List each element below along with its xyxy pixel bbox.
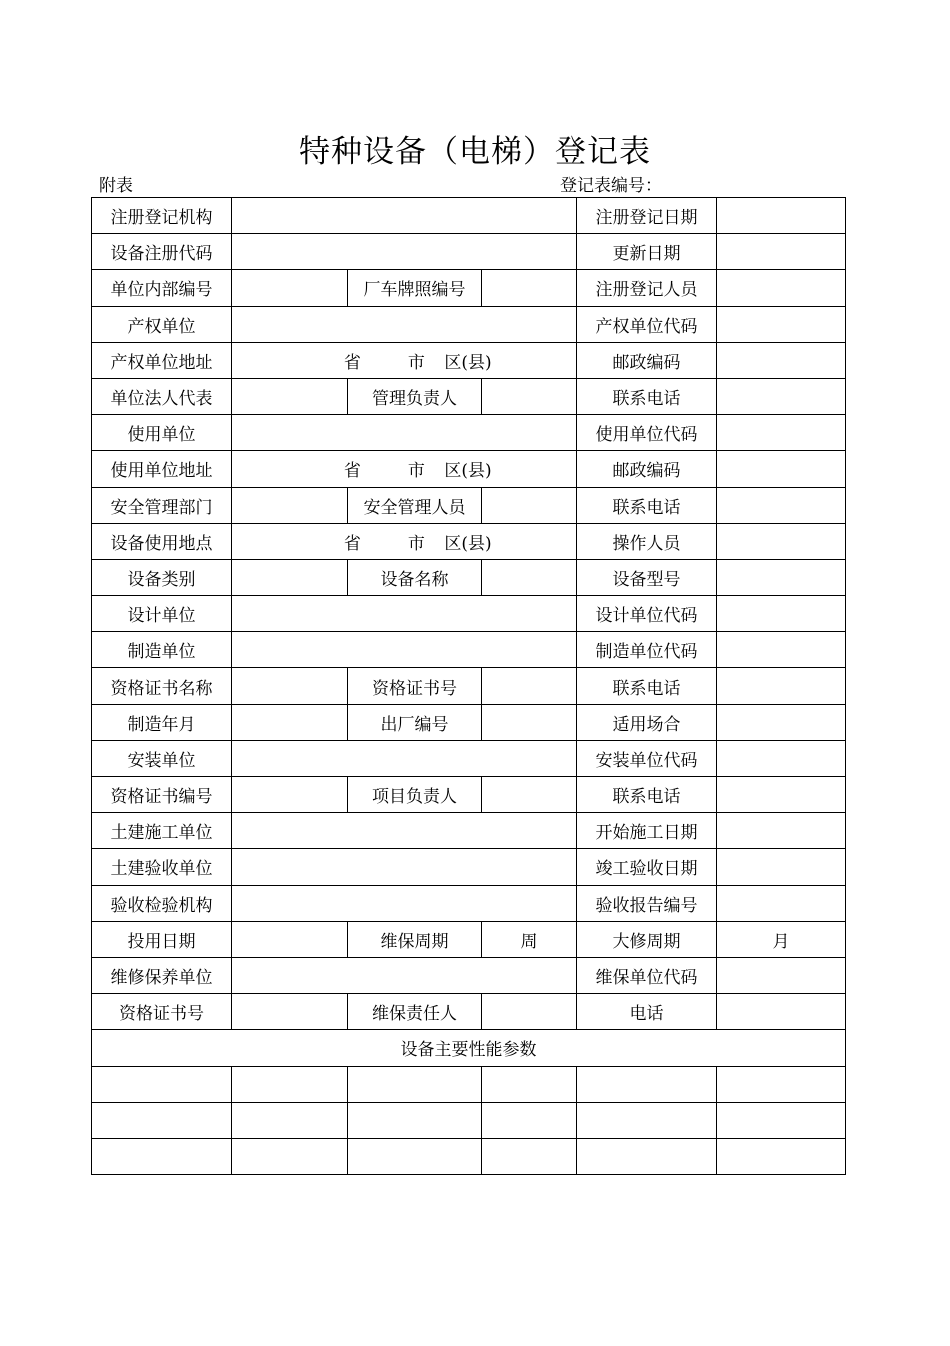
- label-phone: 联系电话: [577, 668, 717, 704]
- param-cell[interactable]: [577, 1138, 717, 1174]
- param-cell[interactable]: [348, 1066, 482, 1102]
- label-cert-no: 资格证书号: [92, 994, 232, 1030]
- label-postcode: 邮政编码: [577, 342, 717, 378]
- table-row: [92, 1030, 846, 1066]
- field-user-postcode[interactable]: [717, 451, 846, 487]
- label-finish-date: 竣工验收日期: [577, 849, 717, 885]
- table-row: [92, 523, 846, 559]
- field-project-head[interactable]: [482, 777, 577, 813]
- field-maint-person[interactable]: [482, 994, 577, 1030]
- registration-form-table: [91, 197, 846, 1175]
- field-category[interactable]: [232, 559, 348, 595]
- label-maint-cycle: 维保周期: [348, 921, 482, 957]
- label-overhaul-cycle: 大修周期: [577, 921, 717, 957]
- label-phone: 联系电话: [577, 378, 717, 414]
- label-install-code: 安装单位代码: [577, 740, 717, 776]
- province-label: 省: [343, 461, 361, 482]
- field-model[interactable]: [717, 559, 846, 595]
- param-cell[interactable]: [482, 1066, 577, 1102]
- city-label: 市: [407, 461, 425, 482]
- field-cert-no[interactable]: [482, 668, 577, 704]
- district-label: 区(县): [444, 352, 492, 373]
- label-model: 设备型号: [577, 559, 717, 595]
- table-row: [92, 596, 846, 632]
- label-postcode: 邮政编码: [577, 451, 717, 487]
- label-legal-rep: 单位法人代表: [92, 378, 232, 414]
- table-row: [92, 487, 846, 523]
- field-reg-org[interactable]: [232, 198, 577, 234]
- field-design-code[interactable]: [717, 596, 846, 632]
- field-safety-dept[interactable]: [232, 487, 348, 523]
- field-use-date[interactable]: [232, 921, 348, 957]
- label-use-date: 投用日期: [92, 921, 232, 957]
- label-reg-date: 注册登记日期: [577, 198, 717, 234]
- table-row: [92, 1102, 846, 1138]
- table-row: [92, 849, 846, 885]
- district-label: 区(县): [444, 533, 492, 554]
- label-owner-addr: 产权单位地址: [92, 342, 232, 378]
- district-label: 区(县): [444, 461, 492, 482]
- label-cert-no: 资格证书号: [348, 668, 482, 704]
- field-mfr-date[interactable]: [232, 704, 348, 740]
- param-cell[interactable]: [577, 1102, 717, 1138]
- param-cell[interactable]: [717, 1102, 846, 1138]
- table-row: [92, 777, 846, 813]
- label-factory-no: 出厂编号: [348, 704, 482, 740]
- field-owner-addr[interactable]: [232, 342, 577, 378]
- label-inspect-org: 验收检验机构: [92, 885, 232, 921]
- field-finish-date[interactable]: [717, 849, 846, 885]
- param-cell[interactable]: [92, 1066, 232, 1102]
- param-cell[interactable]: [232, 1138, 348, 1174]
- label-mfr-code: 制造单位代码: [577, 632, 717, 668]
- table-row: [92, 342, 846, 378]
- registration-number-label: 登记表编号：: [560, 176, 662, 196]
- label-internal-no: 单位内部编号: [92, 270, 232, 306]
- table-row: [92, 1138, 846, 1174]
- label-operator: 操作人员: [577, 523, 717, 559]
- field-report-no[interactable]: [717, 885, 846, 921]
- field-user-code[interactable]: [717, 415, 846, 451]
- field-cert-serial[interactable]: [232, 777, 348, 813]
- field-mgmt-head[interactable]: [482, 378, 577, 414]
- table-row: [92, 378, 846, 414]
- field-legal-rep[interactable]: [232, 378, 348, 414]
- param-cell[interactable]: [232, 1102, 348, 1138]
- field-inspect-org[interactable]: [232, 885, 577, 921]
- table-row: [92, 198, 846, 234]
- label-user-addr: 使用单位地址: [92, 451, 232, 487]
- field-internal-no[interactable]: [232, 270, 348, 306]
- field-mfr-phone[interactable]: [717, 668, 846, 704]
- field-install-phone[interactable]: [717, 777, 846, 813]
- param-cell[interactable]: [482, 1102, 577, 1138]
- label-start-date: 开始施工日期: [577, 813, 717, 849]
- label-design-unit: 设计单位: [92, 596, 232, 632]
- field-cert-name[interactable]: [232, 668, 348, 704]
- param-cell[interactable]: [92, 1102, 232, 1138]
- city-label: 市: [407, 352, 425, 373]
- label-tel: 电话: [577, 994, 717, 1030]
- label-phone: 联系电话: [577, 777, 717, 813]
- table-row: [92, 921, 846, 957]
- label-user-code: 使用单位代码: [577, 415, 717, 451]
- label-project-head: 项目负责人: [348, 777, 482, 813]
- field-registrar[interactable]: [717, 270, 846, 306]
- param-cell[interactable]: [232, 1066, 348, 1102]
- table-row: [92, 813, 846, 849]
- table-row: [92, 415, 846, 451]
- label-repair-unit: 维修保养单位: [92, 957, 232, 993]
- label-maint-person: 维保责任人: [348, 994, 482, 1030]
- table-row: [92, 632, 846, 668]
- label-safety-staff: 安全管理人员: [348, 487, 482, 523]
- label-update-date: 更新日期: [577, 234, 717, 270]
- field-operator[interactable]: [717, 523, 846, 559]
- table-row: [92, 885, 846, 921]
- label-mfr-unit: 制造单位: [92, 632, 232, 668]
- table-row: [92, 704, 846, 740]
- label-location: 设备使用地点: [92, 523, 232, 559]
- form-title: 特种设备（电梯）登记表: [299, 134, 651, 170]
- field-civil-unit[interactable]: [232, 813, 577, 849]
- label-report-no: 验收报告编号: [577, 885, 717, 921]
- label-registrar: 注册登记人员: [577, 270, 717, 306]
- field-safety-phone[interactable]: [717, 487, 846, 523]
- field-civil-accept[interactable]: [232, 849, 577, 885]
- label-name: 设备名称: [348, 559, 482, 595]
- field-factory-no[interactable]: [482, 704, 577, 740]
- param-cell[interactable]: [577, 1066, 717, 1102]
- field-owner-postcode[interactable]: [717, 342, 846, 378]
- field-start-date[interactable]: [717, 813, 846, 849]
- label-user-unit: 使用单位: [92, 415, 232, 451]
- label-plate-no: 厂车牌照编号: [348, 270, 482, 306]
- field-maint-cycle[interactable]: [482, 921, 577, 957]
- label-safety-dept: 安全管理部门: [92, 487, 232, 523]
- field-overhaul-cycle[interactable]: [717, 921, 846, 957]
- field-repair-cert-no[interactable]: [232, 994, 348, 1030]
- label-repair-code: 维保单位代码: [577, 957, 717, 993]
- city-label: 市: [407, 533, 425, 554]
- field-mfr-unit[interactable]: [232, 632, 577, 668]
- param-cell[interactable]: [717, 1066, 846, 1102]
- label-phone: 联系电话: [577, 487, 717, 523]
- param-cell[interactable]: [92, 1138, 232, 1174]
- month-unit-label: 月: [772, 931, 790, 952]
- table-row: [92, 270, 846, 306]
- table-row: [92, 306, 846, 342]
- field-safety-staff[interactable]: [482, 487, 577, 523]
- label-owner: 产权单位: [92, 306, 232, 342]
- param-cell[interactable]: [348, 1102, 482, 1138]
- label-category: 设备类别: [92, 559, 232, 595]
- label-mgmt-head: 管理负责人: [348, 378, 482, 414]
- label-civil-unit: 土建施工单位: [92, 813, 232, 849]
- label-reg-org: 注册登记机构: [92, 198, 232, 234]
- table-row: [92, 1066, 846, 1102]
- field-reg-date[interactable]: [717, 198, 846, 234]
- week-unit-label: 周: [520, 931, 538, 952]
- table-row: [92, 957, 846, 993]
- field-plate-no[interactable]: [482, 270, 577, 306]
- label-cert-serial: 资格证书编号: [92, 777, 232, 813]
- field-location[interactable]: [232, 523, 577, 559]
- label-scene: 适用场合: [577, 704, 717, 740]
- label-install-unit: 安装单位: [92, 740, 232, 776]
- param-cell[interactable]: [482, 1138, 577, 1174]
- table-row: [92, 559, 846, 595]
- label-reg-code: 设备注册代码: [92, 234, 232, 270]
- province-label: 省: [343, 352, 361, 373]
- attachment-label: 附表: [99, 176, 133, 196]
- param-cell[interactable]: [348, 1138, 482, 1174]
- field-scene[interactable]: [717, 704, 846, 740]
- field-repair-code[interactable]: [717, 957, 846, 993]
- label-design-code: 设计单位代码: [577, 596, 717, 632]
- field-design-unit[interactable]: [232, 596, 577, 632]
- field-user-addr[interactable]: [232, 451, 577, 487]
- label-cert-name: 资格证书名称: [92, 668, 232, 704]
- field-update-date[interactable]: [717, 234, 846, 270]
- label-owner-code: 产权单位代码: [577, 306, 717, 342]
- field-owner[interactable]: [232, 306, 577, 342]
- field-owner-code[interactable]: [717, 306, 846, 342]
- table-row: [92, 668, 846, 704]
- field-repair-tel[interactable]: [717, 994, 846, 1030]
- field-owner-phone[interactable]: [717, 378, 846, 414]
- table-row: [92, 994, 846, 1030]
- field-repair-unit[interactable]: [232, 957, 577, 993]
- label-civil-accept: 土建验收单位: [92, 849, 232, 885]
- field-user-unit[interactable]: [232, 415, 577, 451]
- param-cell[interactable]: [717, 1138, 846, 1174]
- field-install-code[interactable]: [717, 740, 846, 776]
- field-reg-code[interactable]: [232, 234, 577, 270]
- params-section-header: 设备主要性能参数: [92, 1030, 846, 1066]
- field-install-unit[interactable]: [232, 740, 577, 776]
- label-mfr-date: 制造年月: [92, 704, 232, 740]
- field-name[interactable]: [482, 559, 577, 595]
- field-mfr-code[interactable]: [717, 632, 846, 668]
- table-row: [92, 451, 846, 487]
- table-row: [92, 234, 846, 270]
- table-row: [92, 740, 846, 776]
- province-label: 省: [343, 533, 361, 554]
